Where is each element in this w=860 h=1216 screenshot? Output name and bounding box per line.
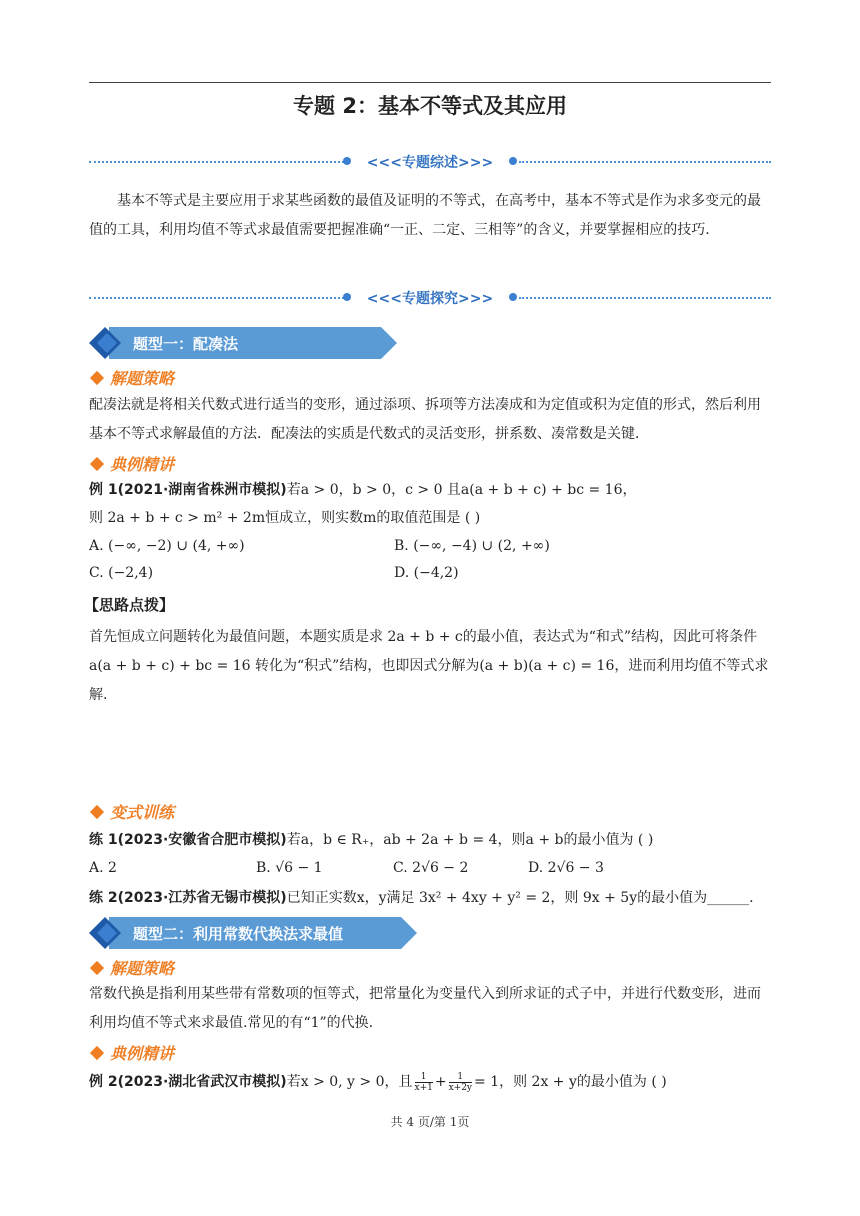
example1-line2: 则 2a + b + c > m² + 2m恒成立，则实数m的取值范围是 ( ) [89, 510, 481, 526]
practice-source: (2023·安徽省合肥市模拟) [117, 832, 287, 848]
practice1-option-d: D. 2√6 − 3 [528, 860, 604, 876]
type2-tag-label: 题型二：利用常数代换法求最值 [133, 925, 344, 943]
banner-dotted-line [519, 297, 771, 299]
page-footer: 共 4 页/第 1页 [390, 1115, 470, 1129]
hint-text: 首先恒成立问题转化为最值问题，本题实质是求 2a + b + c的最小值，表达式为“和式”结构，因此可将条件a(a + b + c) + bc = 16 转化为“积式”结构，也即因式分解为(a + b)(a + c) = 16，进而利用均值不等式求解. [89, 629, 769, 703]
type2-strategy-text: 常数代换是指利用某些带有常数项的恒等式，把常量化为变量代入到所求证的式子中，并进行代数变形，进而利用均值不等式来求最值.常见的有“1”的代换. [89, 986, 761, 1031]
plus-sign: + [434, 1074, 447, 1090]
example-label: 例 1 [89, 482, 118, 498]
diamond-icon [90, 805, 104, 819]
practice-source: (2023·江苏省无锡市模拟) [117, 890, 287, 906]
example-text: 若a > 0，b > 0，c > 0 且a(a + b + c) + bc = 16， [286, 482, 637, 498]
example-source: (2023·湖北省武汉市模拟) [117, 1074, 287, 1090]
type1-strategy-text: 配凑法就是将相关代数式进行适当的变形，通过添项、拆项等方法凑成和为定值或积为定值的形式，然后利用基本不等式求解最值的方法．配凑法的实质是代数式的灵活变形，拼系数、凑常数是关键． [89, 397, 761, 442]
example1-line1 [89, 478, 637, 502]
banner-dotted-line [519, 161, 771, 163]
example-source: (2021·湖南省株洲市模拟) [117, 482, 287, 498]
hint-heading: 【思路点拨】 [84, 596, 175, 614]
option-c: C. (−2,4) [89, 565, 154, 581]
fraction: $\frac{1}{x+1}$ [414, 1071, 433, 1093]
practice-label: 练 1 [89, 832, 118, 848]
fraction: $\frac{1}{x+2y}$ [448, 1071, 473, 1093]
type1-tag-label: 题型一：配凑法 [133, 335, 239, 353]
option-a: A. (−∞, −2) ∪ (4, +∞) [89, 538, 245, 554]
banner-label: <<<专题综述>>> [366, 155, 494, 171]
practice-text: 已知正实数x，y满足 3x² + 4xy + y² = 2，则 9x + 5y的最小值为______. [286, 890, 754, 906]
banner-dot [509, 293, 517, 301]
banner-dot [509, 157, 517, 165]
diamond-icon [90, 961, 104, 975]
diamond-icon [90, 371, 104, 385]
header-rule [89, 82, 771, 83]
overview-banner [89, 152, 771, 172]
type1-strategy-heading: 解题策略 [89, 366, 174, 388]
example2-line [89, 1070, 667, 1094]
type2-strategy-heading: 解题策略 [89, 956, 174, 978]
overview-text: 基本不等式是主要应用于求某些函数的最值及证明的不等式，在高考中，基本不等式是作为求多变元的最值的工具，利用均值不等式求最值需要把握准确“一正、二定、三相等”的含义，并要掌握相应的技巧. [89, 193, 761, 238]
practice1-line [89, 828, 653, 852]
type1-variant-heading: 变式训练 [89, 800, 174, 822]
page-title: 专题 2：基本不等式及其应用 [293, 94, 567, 118]
diamond-icon [90, 1046, 104, 1060]
explore-banner [89, 288, 771, 308]
option-b: B. (−∞, −4) ∪ (2, +∞) [394, 538, 550, 554]
option-d: D. (−4,2) [394, 565, 459, 581]
practice1-option-a: A. 2 [89, 860, 117, 876]
banner-label: <<<专题探究>>> [366, 291, 494, 307]
practice-label: 练 2 [89, 890, 118, 906]
practice-text: 若a，b ∈ R₊，ab + 2a + b = 4，则a + b的最小值为 ( ) [286, 832, 654, 848]
practice2-line [89, 886, 754, 910]
example-label: 例 2 [89, 1074, 118, 1090]
example-text-pre: 若x > 0, y > 0，且 [286, 1074, 413, 1090]
example-text-post: = 1，则 2x + y的最小值为 ( ) [474, 1074, 667, 1090]
type2-tag [89, 917, 419, 949]
type1-tag [89, 327, 399, 359]
type1-example-heading: 典例精讲 [89, 452, 174, 474]
diamond-icon [90, 457, 104, 471]
practice1-option-b: B. √6 − 1 [256, 860, 323, 876]
type2-example-heading: 典例精讲 [89, 1041, 174, 1063]
practice1-option-c: C. 2√6 − 2 [393, 860, 469, 876]
